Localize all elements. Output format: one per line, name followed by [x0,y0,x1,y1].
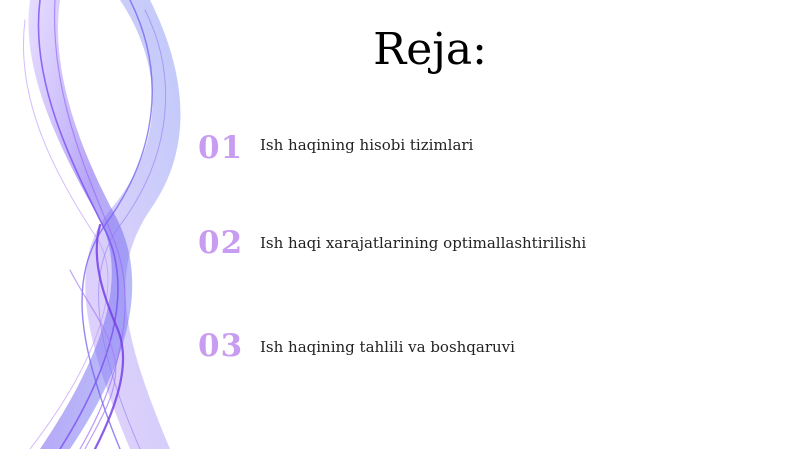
slide-title: Reja: [373,24,487,75]
decorative-ribbon-graphic [0,0,200,449]
agenda-item [198,328,758,368]
agenda-text: Ish haqi xarajatlarining optimallashtirilishi [260,234,587,252]
agenda-text: Ish haqining hisobi tizimlari [260,136,474,154]
agenda-number: 02 [198,225,244,261]
agenda-item [198,225,758,265]
agenda-number: 01 [198,130,244,166]
agenda-number: 03 [198,328,244,364]
agenda-item [198,130,758,170]
agenda-text: Ish haqining tahlili va boshqaruvi [260,338,515,356]
